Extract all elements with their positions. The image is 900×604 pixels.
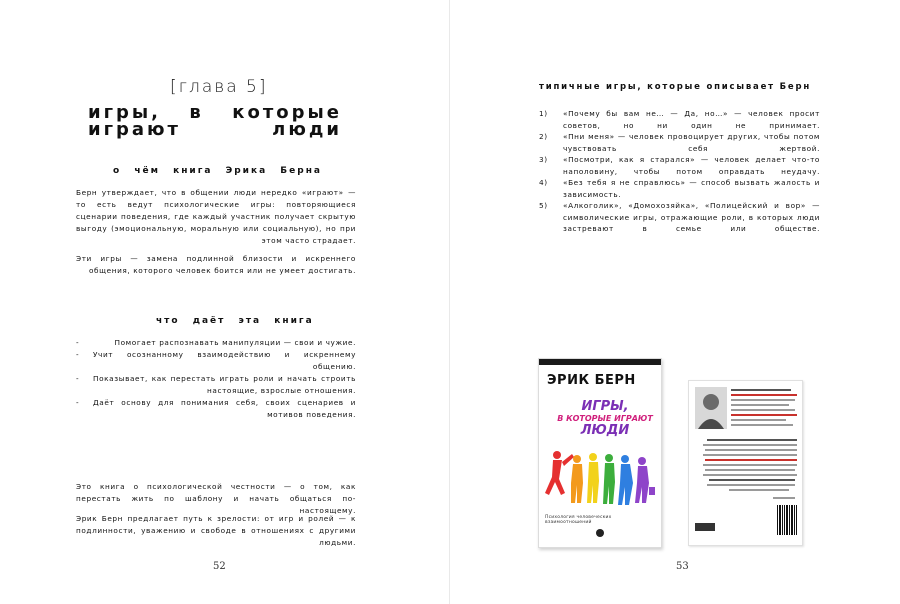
cover-figures-illustration bbox=[545, 449, 657, 511]
back-text-line bbox=[731, 404, 789, 406]
bullet-dash: - bbox=[76, 338, 80, 347]
back-text-line bbox=[703, 474, 797, 476]
closing-paragraph-2: Эрик Берн предлагает путь к зрелости: от игр и ролей — к подлинности, уважению и свободе в отношениях с другими людьми. bbox=[76, 514, 356, 547]
back-text-line bbox=[731, 399, 795, 401]
author-photo bbox=[695, 387, 727, 429]
book-front-cover bbox=[538, 358, 662, 548]
back-text-line bbox=[731, 394, 797, 396]
back-text-line bbox=[709, 479, 795, 481]
barcode-icon bbox=[776, 503, 798, 539]
list-item: 2) «Пни меня» — человек провоцирует других, чтобы потом чувствовать себя жертвой. bbox=[539, 132, 820, 153]
closing-paragraph-1: Это книга о психологической честности — о том, как перестать жить по шаблону и начать общаться по-настоящему. bbox=[76, 482, 356, 515]
figure-violet bbox=[635, 457, 655, 503]
publisher-logo-icon bbox=[596, 529, 604, 537]
back-text-line bbox=[705, 449, 797, 451]
about-heading: о чём книга Эрика Берна bbox=[113, 166, 322, 176]
back-text-line bbox=[731, 409, 795, 411]
back-text-line bbox=[731, 389, 791, 391]
back-text-line bbox=[705, 469, 795, 471]
about-paragraph-1: Берн утверждает, что в общении люди нередко «играют» — то есть ведут психологические игры: повторяющиеся сценарии поведения, где каждый участник получает скрытую выгоду (эмоциональную, моральную или социальную), но при этом часто страдает. bbox=[76, 188, 356, 245]
cover-subtitle: Психология человеческих взаимоотношений bbox=[545, 515, 612, 525]
cover-title: ИГРЫ, В КОТОРЫЕ ИГРАЮТ ЛЮДИ bbox=[557, 399, 653, 438]
figure-red bbox=[545, 451, 574, 495]
figure-green bbox=[603, 454, 615, 504]
figure-orange bbox=[571, 455, 583, 503]
chapter-label: [глава 5] bbox=[170, 77, 268, 97]
page-number-left: 52 bbox=[213, 561, 226, 572]
back-text-line bbox=[773, 497, 795, 499]
games-list bbox=[539, 108, 820, 235]
list-item: - Показывает, как перестать играть роли и начать строить настоящие, взрослые отношения. bbox=[76, 374, 356, 395]
back-text-line bbox=[707, 484, 795, 486]
back-text-line bbox=[707, 439, 797, 441]
bullet-dash: - bbox=[76, 350, 80, 359]
back-text-line bbox=[731, 424, 793, 426]
back-text-line bbox=[729, 489, 789, 491]
list-item: 5) «Алкоголик», «Домохозяйка», «Полицейский и вор» — символические игры, отражающие роли, в которых люди застревают в семье или обществе. bbox=[539, 201, 820, 233]
cover-author: ЭРИК БЕРН bbox=[547, 373, 636, 388]
chapter-title: игры, в которые играют люди bbox=[88, 102, 342, 140]
back-text-line bbox=[731, 414, 797, 416]
list-item: 1) «Почему бы вам не… — Да, но…» — человек просит советов, но ни один не принимает. bbox=[539, 109, 820, 130]
bullet-dash: - bbox=[76, 374, 80, 383]
bullet-dash: - bbox=[76, 398, 80, 407]
back-text-line bbox=[703, 464, 797, 466]
right-page bbox=[450, 0, 900, 604]
figure-yellow bbox=[587, 453, 599, 503]
back-text-line bbox=[703, 454, 797, 456]
benefits-heading: что даёт эта книга bbox=[156, 316, 314, 326]
figure-blue bbox=[618, 455, 633, 505]
about-paragraph-2: Эти игры — замена подлинной близости и искреннего общения, которого человек боится или не умеет достигать. bbox=[76, 254, 356, 275]
games-heading: типичные игры, которые описывает Берн bbox=[539, 82, 812, 92]
list-item: - Помогает распознавать манипуляции — свои и чужие. bbox=[76, 338, 356, 347]
publisher-mark bbox=[695, 523, 715, 531]
back-text-line bbox=[703, 444, 797, 446]
list-item: 3) «Посмотри, как я старался» — человек делает что-то наполовину, чтобы потом оправдать неудачу. bbox=[539, 155, 820, 176]
list-item: - Учит осознанному взаимодействию и искреннему общению. bbox=[76, 350, 356, 371]
back-text-line bbox=[705, 459, 797, 461]
book-back-cover bbox=[688, 380, 803, 546]
page-number-right: 53 bbox=[676, 561, 689, 572]
list-item: 4) «Без тебя я не справлюсь» — способ вызвать жалость и зависимость. bbox=[539, 178, 820, 199]
list-item: - Даёт основу для понимания себя, своих сценариев и мотивов поведения. bbox=[76, 398, 356, 419]
benefits-list bbox=[76, 337, 356, 421]
back-text-line bbox=[731, 419, 786, 421]
cover-top-band bbox=[539, 359, 662, 365]
